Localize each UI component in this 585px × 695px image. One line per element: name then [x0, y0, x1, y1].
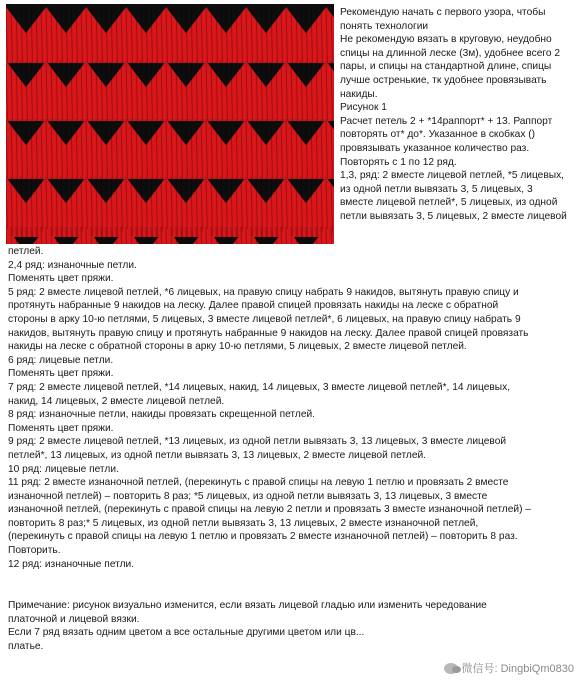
text-line: повторять от* до*. Указанное в скобках ()	[340, 129, 536, 141]
text-line: накид, 14 лицевых, 2 вместе лицевой петлей.	[8, 395, 225, 407]
text-line: провязывать указанное количество раз.	[340, 142, 530, 154]
text-line: Расчет петель 2 + *14раппорт* + 13. Раппорт	[340, 115, 553, 127]
text-line: повторить 8 раз;* 5 лицевых, из одной петли вывязать 3, 13 лицевых, 2 вместе изнаночной петлей,	[8, 517, 479, 529]
text-line: лучше остренькие, тк удобнее провязывать	[340, 74, 547, 86]
red-zigzag-band	[6, 61, 334, 121]
text-line: стороны в арку 10-ю петлями, 5 лицевых, 3 вместе лицевой петлей*, 6 лицевых, на правую спицу набрать 9	[8, 313, 521, 325]
text-line: петли вывязать 3, 5 лицевых, 2 вместе лицевой	[340, 210, 567, 222]
text-line: 1,3, ряд: 2 вместе лицевой петлей, *5 лицевых,	[340, 170, 564, 182]
wechat-watermark	[441, 659, 578, 677]
pattern-instructions	[8, 245, 580, 654]
text-line: изнаночной петлей) – повторить 8 раз; *5 лицевых, из одной петли вывязать 3, 13 лицевых, 3 вместе	[8, 490, 488, 502]
note-line: Примечание: рисунок визуально изменится, если вязать лицевой гладью или изменить чередование	[8, 600, 487, 612]
note-line: Если 7 ряд вязать одним цветом а все остальные другими цветом или цв...	[8, 627, 365, 639]
text-line: 9 ряд: 2 вместе лицевой петлей, *13 лицевых, из одной петли вывязать 3, 13 лицевых, 3 вместе лицевой	[8, 436, 507, 448]
text-line: 7 ряд: 2 вместе лицевой петлей, *14 лицевых, накид, 14 лицевых, 3 вместе лицевой петлей*, 14 лицевых,	[8, 381, 511, 393]
red-zigzag-band	[6, 177, 334, 237]
text-line: Рекомендую начать с первого узора, чтобы	[340, 7, 546, 18]
text-line: петлей.	[8, 246, 44, 257]
red-zigzag-band	[6, 119, 334, 179]
watermark-text: 微信号: DingbiQm0830	[461, 663, 574, 675]
text-line: Поменять цвет пряжи.	[8, 368, 114, 380]
text-line: Поменять цвет пряжи.	[8, 422, 114, 434]
knitted-sample-photo	[6, 4, 334, 244]
intro-text	[340, 6, 580, 224]
text-line: Не рекомендую вязать в круговую, неудобно	[340, 34, 552, 46]
text-line: накидов, вытянуть правую спицу и протянуть набранные 9 накидов на леску. Далее правой спицей провязать	[8, 327, 529, 339]
text-line: накиды на леске с обратной стороны в арку 10-ю петлями, 5 лицевых, 2 вместе лицевой петлей.	[8, 341, 467, 353]
text-line: Повторять с 1 по 12 ряд.	[340, 156, 457, 168]
text-line: 12 ряд: изнаночные петли.	[8, 558, 135, 570]
note-line: платье.	[8, 641, 44, 653]
text-line: 2,4 ряд: изнаночные петли.	[8, 259, 137, 271]
text-line: изнаночной петлей, (перекинуть с правой спицы на левую 2 петли и провязать 3 вместе изнаночной петлей) –	[8, 504, 531, 516]
text-line: вместе лицевой петлей*, 5 лицевых, из одной	[340, 197, 558, 209]
text-line: из одной петли вывязать 3, 5 лицевых, 3	[340, 183, 533, 195]
zigzag-knit-pattern	[6, 4, 334, 244]
text-line: Повторить.	[8, 545, 61, 557]
text-line: 10 ряд: лицевые петли.	[8, 463, 119, 475]
note-line: платочной и лицевой вязки.	[8, 613, 140, 625]
text-line: пары, и спицы на стандартной длине, спицы	[340, 61, 552, 73]
text-line: Поменять цвет пряжи.	[8, 273, 114, 285]
text-line: понять технологии	[340, 20, 429, 32]
text-line: (перекинуть с правой спицы на левую 1 петлю и провязать 2 вместе изнаночной петлей) – повторить 8 раз.	[8, 531, 518, 543]
red-zigzag-band	[6, 7, 334, 63]
text-line: спицы на длинной леске (3м), удобнее всего 2	[340, 47, 561, 59]
text-line: протянуть набранные 9 накидов на леску. Далее правой спицей провязать накиды на леске с обратной	[8, 300, 499, 312]
text-line: 8 ряд: изнаночные петли, накиды провязать скрещенной петлей.	[8, 409, 316, 421]
text-line: 5 ряд: 2 вместе лицевой петлей, *6 лицевых, на правую спицу набрать 9 накидов, вытянуть правую спицу и	[8, 286, 519, 298]
section-title: Рисунок 1	[340, 102, 387, 114]
text-line: 11 ряд: 2 вместе изнаночной петлей, (перекинуть с правой спицы на левую 1 петлю и провязать 2 вместе	[8, 477, 509, 489]
text-line: 6 ряд: лицевые петли.	[8, 354, 114, 366]
wechat-icon	[444, 663, 458, 674]
text-line: петлей*, 13 лицевых, из одной петли вывязать 3, 13 лицевых, 2 вместе лицевой петлей.	[8, 449, 427, 461]
spacer	[8, 571, 580, 599]
text-line: накиды.	[340, 88, 378, 100]
